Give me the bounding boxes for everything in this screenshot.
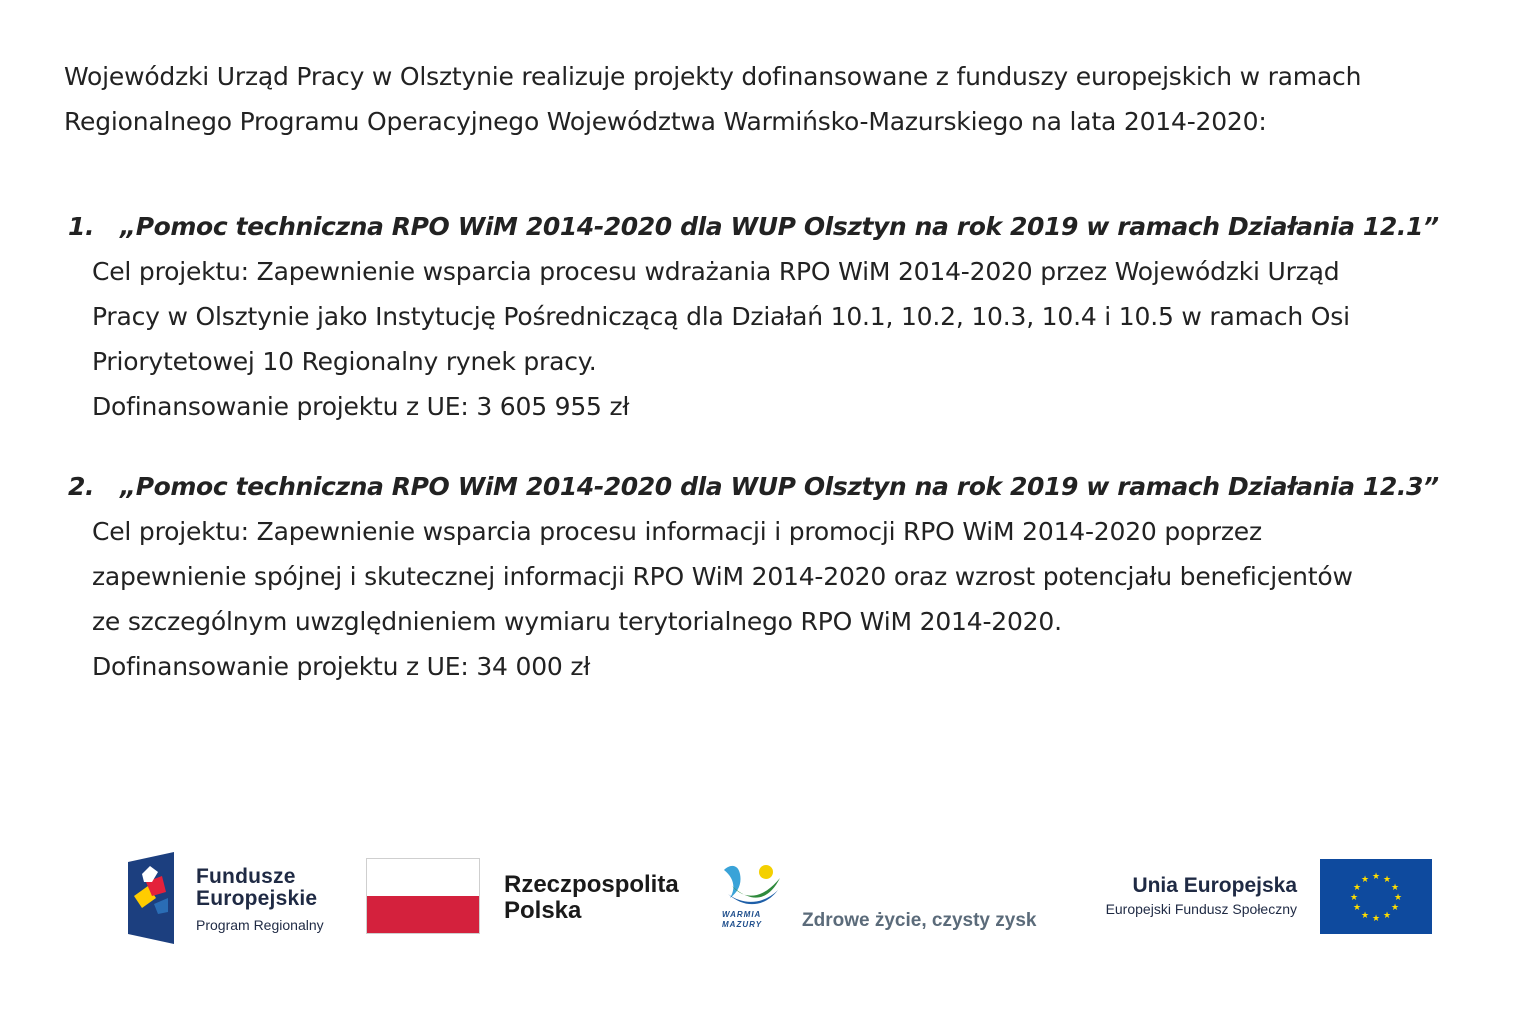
project-number: 1.: [68, 212, 95, 241]
svg-text:★: ★: [1393, 893, 1403, 903]
project-description: [64, 509, 1464, 689]
fundusze-europejskie-text: [196, 866, 324, 936]
project-title-text: „Pomoc techniczna RPO WiM 2014-2020 dla WUP Olsztyn na rok 2019 w ramach Działania 12.3”: [120, 472, 1439, 501]
warmia-mazury-slogan: Zdrowe życie, czysty zysk: [802, 910, 1037, 931]
rp-line-2: Polska: [504, 897, 582, 924]
svg-text:★: ★: [1382, 911, 1392, 921]
document: [64, 54, 1484, 681]
ue-line-1: Unia Europejska: [1132, 874, 1297, 897]
wm-caption-2: MAZURY: [722, 920, 763, 929]
intro-line-2: Regionalnego Programu Operacyjnego Województwa Warmińsko-Mazurskiego na lata 2014-2020:: [64, 107, 1267, 136]
svg-text:★: ★: [1382, 875, 1392, 885]
svg-text:★: ★: [1352, 903, 1362, 913]
svg-text:★: ★: [1390, 883, 1400, 893]
ue-line-2: Europejski Fundusz Społeczny: [1105, 901, 1297, 917]
warmia-mazury-icon: [718, 860, 788, 910]
eu-flag-icon: [1320, 859, 1432, 934]
svg-text:★: ★: [1371, 872, 1381, 882]
project-item: [64, 464, 1464, 689]
polish-flag-icon: [366, 858, 480, 934]
fe-line-1: Fundusze: [196, 865, 296, 888]
rp-line-1: Rzeczpospolita: [504, 871, 679, 898]
project-title: [64, 464, 1464, 509]
project-description: [64, 249, 1464, 429]
fe-line-2: Europejskie: [196, 887, 318, 910]
fundusze-europejskie-icon: [128, 852, 178, 944]
eu-stars-icon: [1320, 859, 1432, 934]
svg-text:★: ★: [1352, 883, 1362, 893]
fundusze-europejskie-logo: [128, 852, 358, 944]
fe-line-3: Program Regionalny: [196, 917, 324, 933]
project-description-line: zapewnienie spójnej i skutecznej informacji RPO WiM 2014-2020 oraz wzrost potencjału beneficjentów: [92, 562, 1353, 591]
project-description-line: ze szczególnym uwzględnieniem wymiaru terytorialnego RPO WiM 2014-2020.: [92, 607, 1062, 636]
flag-red-stripe: [367, 896, 479, 933]
rzeczpospolita-polska-text: [504, 872, 679, 924]
intro-line-1: Wojewódzki Urząd Pracy w Olsztynie realizuje projekty dofinansowane z funduszy europejskich w ramach: [64, 62, 1362, 91]
warmia-mazury-logo: [718, 860, 788, 940]
project-number: 2.: [68, 472, 95, 501]
footer-logos: [0, 850, 1531, 950]
flag-white-stripe: [367, 859, 479, 896]
svg-text:★: ★: [1360, 875, 1370, 885]
svg-text:★: ★: [1349, 893, 1359, 903]
project-description-line: Cel projektu: Zapewnienie wsparcia procesu informacji i promocji RPO WiM 2014-2020 poprzez: [92, 517, 1262, 546]
project-description-line: Cel projektu: Zapewnienie wsparcia procesu wdrażania RPO WiM 2014-2020 przez Wojewódzki Urząd: [92, 257, 1340, 286]
intro-paragraph: [64, 54, 1484, 144]
unia-europejska-text: [1064, 874, 1297, 920]
svg-text:★: ★: [1360, 911, 1370, 921]
project-funding: Dofinansowanie projektu z UE: 3 605 955 zł: [92, 392, 630, 421]
svg-text:★: ★: [1390, 903, 1400, 913]
project-description-line: Pracy w Olsztynie jako Instytucję Pośredniczącą dla Działań 10.1, 10.2, 10.3, 10.4 i 10.5 w ramach Osi: [92, 302, 1350, 331]
project-funding: Dofinansowanie projektu z UE: 34 000 zł: [92, 652, 591, 681]
project-title-text: „Pomoc techniczna RPO WiM 2014-2020 dla WUP Olsztyn na rok 2019 w ramach Działania 12.1”: [120, 212, 1439, 241]
warmia-mazury-caption: [722, 910, 762, 930]
project-title: [64, 204, 1464, 249]
project-description-line: Priorytetowej 10 Regionalny rynek pracy.: [92, 347, 597, 376]
wm-caption-1: WARMIA: [722, 910, 762, 919]
project-item: [64, 204, 1464, 429]
svg-text:★: ★: [1371, 914, 1381, 924]
